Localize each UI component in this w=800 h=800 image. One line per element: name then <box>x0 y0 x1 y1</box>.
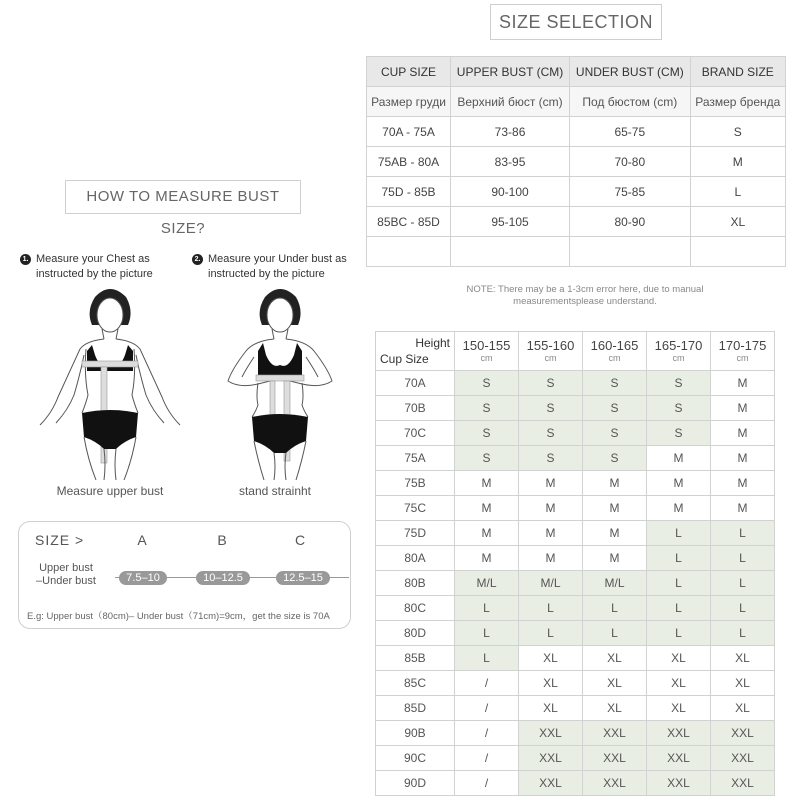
size-value-cell: M <box>647 471 711 496</box>
size-value-cell: L <box>455 646 519 671</box>
size-letter-b: B <box>217 532 227 548</box>
size-value-cell: L <box>711 596 775 621</box>
size-table-cell: L <box>690 177 785 207</box>
height-col-3: 160-165 cm <box>583 332 647 371</box>
size-value-cell: S <box>519 371 583 396</box>
size-table-cell: 75AB - 80A <box>367 147 451 177</box>
size-value-cell: XL <box>583 671 647 696</box>
caption-stand-straight: stand strainht <box>238 484 312 498</box>
cup-size-cell: 80C <box>376 596 455 621</box>
size-value-cell: XL <box>711 646 775 671</box>
size-table-header-ru <box>367 87 786 117</box>
size-value-cell: XL <box>647 646 711 671</box>
size-table-cell: 73-86 <box>451 117 570 147</box>
height-col-1: 150-155 cm <box>455 332 519 371</box>
size-table-header <box>367 57 786 87</box>
size-value-cell: S <box>647 371 711 396</box>
header-ru-upper: Верхний бюст (cm) <box>451 87 570 117</box>
size-value-cell: XXL <box>647 771 711 796</box>
size-value-cell: L <box>647 521 711 546</box>
cup-table-row <box>376 771 775 796</box>
size-value-cell: / <box>455 746 519 771</box>
size-value-cell: L <box>519 621 583 646</box>
size-selection-table <box>366 56 786 267</box>
size-value-cell: M <box>711 496 775 521</box>
size-value-cell: M <box>583 496 647 521</box>
size-value-cell: XXL <box>583 746 647 771</box>
header-ru-cup: Размер груди <box>367 87 451 117</box>
size-value-cell: L <box>519 596 583 621</box>
size-value-cell: XL <box>647 671 711 696</box>
size-value-cell: XXL <box>583 721 647 746</box>
size-value-cell: S <box>455 421 519 446</box>
cup-size-cell: 90B <box>376 721 455 746</box>
cup-size-cell: 80D <box>376 621 455 646</box>
size-table-cell: 70-80 <box>570 147 691 177</box>
step-1-number: 1. <box>20 254 31 265</box>
size-example: E.g: Upper bust（80cm)– Under bust（71cm)=9cm，get the size is 70A <box>27 611 330 622</box>
size-value-cell: XXL <box>519 721 583 746</box>
size-value-cell: L <box>583 621 647 646</box>
size-value-cell: XL <box>711 696 775 721</box>
size-value-cell: L <box>647 596 711 621</box>
range-pill-b: 10–12.5 <box>196 571 250 585</box>
cup-table-header <box>376 332 775 371</box>
cup-table-row <box>376 621 775 646</box>
size-table-cell: 75-85 <box>570 177 691 207</box>
cup-size-cell: 80B <box>376 571 455 596</box>
cup-size-cell: 80A <box>376 546 455 571</box>
size-value-cell: M <box>455 496 519 521</box>
size-value-cell: XXL <box>647 746 711 771</box>
size-value-cell: M <box>583 546 647 571</box>
size-value-cell: L <box>711 621 775 646</box>
height-col-5: 170-175 cm <box>711 332 775 371</box>
cup-size-cell: 90C <box>376 746 455 771</box>
size-value-cell: L <box>647 546 711 571</box>
cup-size-cell: 85D <box>376 696 455 721</box>
size-value-cell: XXL <box>647 721 711 746</box>
size-table-cell: 83-95 <box>451 147 570 177</box>
cup-size-cell: 85C <box>376 671 455 696</box>
size-table-cell: 90-100 <box>451 177 570 207</box>
size-value-cell: M <box>583 521 647 546</box>
size-value-cell: M <box>711 446 775 471</box>
size-value-cell: XL <box>647 696 711 721</box>
cup-table-row <box>376 746 775 771</box>
header-brand-size: BRAND SIZE <box>690 57 785 87</box>
size-table-cell: 65-75 <box>570 117 691 147</box>
size-selection-title: SIZE SELECTION <box>490 4 662 40</box>
header-cup-size: CUP SIZE <box>367 57 451 87</box>
size-table-empty-row <box>367 237 786 267</box>
header-upper-bust: UPPER BUST (CM) <box>451 57 570 87</box>
size-value-cell: / <box>455 671 519 696</box>
cup-size-cell: 85B <box>376 646 455 671</box>
step-2 <box>192 252 362 284</box>
caption-upper-bust: Measure upper bust <box>56 484 164 498</box>
size-value-cell: M <box>583 471 647 496</box>
size-letter-a: A <box>137 532 147 548</box>
size-table-cell: 95-105 <box>451 207 570 237</box>
cup-table-row <box>376 396 775 421</box>
step-2-number: 2. <box>192 254 203 265</box>
cup-table-row <box>376 521 775 546</box>
height-col-4: 165-170 cm <box>647 332 711 371</box>
size-value-cell: M <box>455 546 519 571</box>
cup-size-cell: 70A <box>376 371 455 396</box>
size-table-cell: 70A - 75A <box>367 117 451 147</box>
size-value-cell: XXL <box>711 746 775 771</box>
size-value-cell: XL <box>583 696 647 721</box>
size-value-cell: S <box>583 421 647 446</box>
size-value-cell: M <box>519 471 583 496</box>
size-value-cell: XL <box>583 646 647 671</box>
size-value-cell: XXL <box>711 771 775 796</box>
corner-cell <box>376 332 455 371</box>
size-value-cell: M <box>519 521 583 546</box>
size-value-cell: S <box>647 396 711 421</box>
height-col-2: 155-160 cm <box>519 332 583 371</box>
size-value-cell: S <box>455 371 519 396</box>
cup-table-row <box>376 646 775 671</box>
size-value-cell: L <box>583 596 647 621</box>
size-value-cell: M <box>519 496 583 521</box>
upper-minus-under-label: Upper bust –Under bust <box>36 562 96 587</box>
size-value-cell: / <box>455 771 519 796</box>
size-value-cell: L <box>647 621 711 646</box>
size-table-cell: 75D - 85B <box>367 177 451 207</box>
size-value-cell: / <box>455 696 519 721</box>
size-value-cell: S <box>519 446 583 471</box>
header-ru-brand: Размер бренда <box>690 87 785 117</box>
size-table-row <box>367 147 786 177</box>
step-1-text: Measure your Chest as instructed by the picture <box>36 253 153 280</box>
size-value-cell: S <box>647 421 711 446</box>
size-value-cell: XXL <box>583 771 647 796</box>
size-scale-box <box>18 521 351 629</box>
size-value-cell: M <box>455 471 519 496</box>
size-note: NOTE: There may be a 1-3cm error here, due to manual measurementsplease understand. <box>466 284 704 307</box>
size-table-row <box>367 117 786 147</box>
cup-table-row <box>376 721 775 746</box>
size-value-cell: L <box>455 621 519 646</box>
size-value-cell: S <box>583 396 647 421</box>
cup-size-cell: 75B <box>376 471 455 496</box>
size-table-cell: 80-90 <box>570 207 691 237</box>
size-letter-c: C <box>294 532 306 548</box>
size-value-cell: M/L <box>519 571 583 596</box>
size-value-cell: S <box>519 396 583 421</box>
step-1 <box>20 252 190 284</box>
size-value-cell: S <box>583 446 647 471</box>
size-value-cell: XXL <box>711 721 775 746</box>
cup-table-row <box>376 546 775 571</box>
size-value-cell: M <box>711 371 775 396</box>
size-value-cell: XL <box>519 696 583 721</box>
size-value-cell: XL <box>519 646 583 671</box>
header-ru-under: Под бюстом (cm) <box>570 87 691 117</box>
size-value-cell: M <box>519 546 583 571</box>
size-scale-label: SIZE > <box>35 532 85 548</box>
cup-size-cell: 75C <box>376 496 455 521</box>
size-value-cell: XL <box>519 671 583 696</box>
cup-size-cell: 75A <box>376 446 455 471</box>
header-under-bust: UNDER BUST (CM) <box>570 57 691 87</box>
cup-table-row <box>376 696 775 721</box>
size-value-cell: M/L <box>583 571 647 596</box>
size-table-row <box>367 177 786 207</box>
cup-table-row <box>376 421 775 446</box>
cup-size-cell: 75D <box>376 521 455 546</box>
size-value-cell: M <box>455 521 519 546</box>
cup-size-cell: 70B <box>376 396 455 421</box>
size-value-cell: S <box>455 396 519 421</box>
cup-table-row <box>376 596 775 621</box>
cup-table-row <box>376 496 775 521</box>
corner-height-label: Height <box>415 336 450 350</box>
cup-size-cell: 70C <box>376 421 455 446</box>
cup-height-table <box>375 331 775 796</box>
range-pill-c: 12.5–15 <box>276 571 330 585</box>
size-value-cell: M <box>711 471 775 496</box>
size-value-cell: S <box>583 371 647 396</box>
size-value-cell: XL <box>711 671 775 696</box>
size-value-cell: XXL <box>519 746 583 771</box>
size-table-row <box>367 207 786 237</box>
size-value-cell: M <box>711 396 775 421</box>
cup-table-row <box>376 471 775 496</box>
size-value-cell: M <box>647 496 711 521</box>
size-value-cell: L <box>647 571 711 596</box>
size-value-cell: L <box>711 521 775 546</box>
under-bust-figure <box>200 285 360 480</box>
size-value-cell: / <box>455 721 519 746</box>
how-to-measure-title: HOW TO MEASURE BUST SIZE? <box>65 180 301 214</box>
step-2-text: Measure your Under bust as instructed by the picture <box>208 253 347 280</box>
size-value-cell: L <box>455 596 519 621</box>
size-table-cell: M <box>690 147 785 177</box>
size-value-cell: XXL <box>519 771 583 796</box>
size-value-cell: M <box>647 446 711 471</box>
corner-cup-label: Cup Size <box>380 352 429 366</box>
size-table-cell: 85BC - 85D <box>367 207 451 237</box>
cup-table-row <box>376 571 775 596</box>
size-value-cell: S <box>519 421 583 446</box>
cup-size-cell: 90D <box>376 771 455 796</box>
cup-table-row <box>376 671 775 696</box>
size-table-cell: XL <box>690 207 785 237</box>
upper-bust-figure <box>30 285 190 480</box>
size-value-cell: M <box>711 421 775 446</box>
size-value-cell: M/L <box>455 571 519 596</box>
range-pill-a: 7.5–10 <box>119 571 167 585</box>
size-value-cell: L <box>711 546 775 571</box>
size-value-cell: L <box>711 571 775 596</box>
size-value-cell: S <box>455 446 519 471</box>
cup-table-row <box>376 446 775 471</box>
cup-table-row <box>376 371 775 396</box>
size-table-cell: S <box>690 117 785 147</box>
